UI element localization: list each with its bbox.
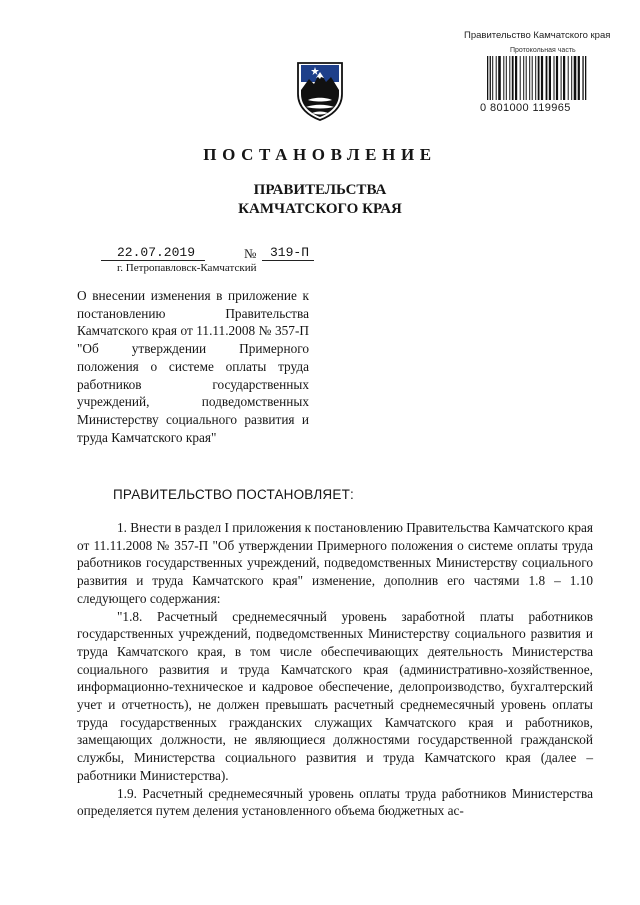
date-underline: [101, 260, 205, 261]
document-body: [77, 519, 593, 820]
city: г. Петропавловск-Камчатский: [117, 262, 257, 274]
number-sign: №: [244, 246, 257, 261]
issuer-line-2: КАМЧАТСКОГО КРАЯ: [238, 201, 402, 217]
paragraph-1-8: "1.8. Расчетный среднемесячный уровень заработной платы работников государственных учреждений, подведомственных Министерству социального развития и труда Камчатского края, в том числе обеспечивающих деятельность Министерства социального развития и труда Камчатского края (административно-хозяйственное, информационно-техническое и кадровое обеспечение, делопроизводство, бухгалтерский учет и отчетность), не должен превышать расчетный среднемесячный уровень оплаты труда государственных гражданских служащих Камчатского края и работников, замещающих должности, не являющиеся должностями государственной гражданской службы, Министерства социального развития и труда Камчатского края (далее – работники Министерства).: [77, 608, 593, 783]
issuer-line-1: ПРАВИТЕЛЬСТВА: [253, 182, 387, 198]
paragraph-1-9: 1.9. Расчетный среднемесячный уровень оплаты труда работников Министерства определяется путем деления установленного объема бюджетных ас-: [77, 785, 593, 819]
barcode-number: 0 801000 119965: [480, 102, 571, 114]
document-type: ПОСТАНОВЛЕНИЕ: [203, 145, 437, 164]
decree-statement: ПРАВИТЕЛЬСТВО ПОСТАНОВЛЯЕТ:: [113, 487, 354, 502]
document-date: 22.07.2019: [117, 245, 196, 260]
barcode: [486, 56, 606, 100]
number-underline: [262, 260, 314, 261]
document-number: 319-П: [270, 245, 310, 260]
coat-of-arms-icon: [294, 60, 346, 122]
document-subject: О внесении изменения в приложение к постановлению Правительства Камчатского края от 11.11.2008 № 357-П "Об утверждении Примерного положения о системе оплаты труда работников государственных учреждений, подведомственных Министерству социального развития и труда Камчатского края": [77, 288, 309, 445]
stamp-organization: Правительство Камчатского края: [464, 30, 611, 41]
paragraph-1: 1. Внести в раздел I приложения к постановлению Правительства Камчатского края от 11.11.2008 № 357-П "Об утверждении Примерного положения о системе оплаты труда работников государственных учреждений, подведомственных Министерству социального развития и труда Камчатского края" изменение, дополнив его частями 1.8 – 1.10 следующего содержания:: [77, 520, 593, 606]
stamp-subtitle: Протокольная часть: [510, 47, 576, 54]
issuer: [0, 181, 640, 219]
